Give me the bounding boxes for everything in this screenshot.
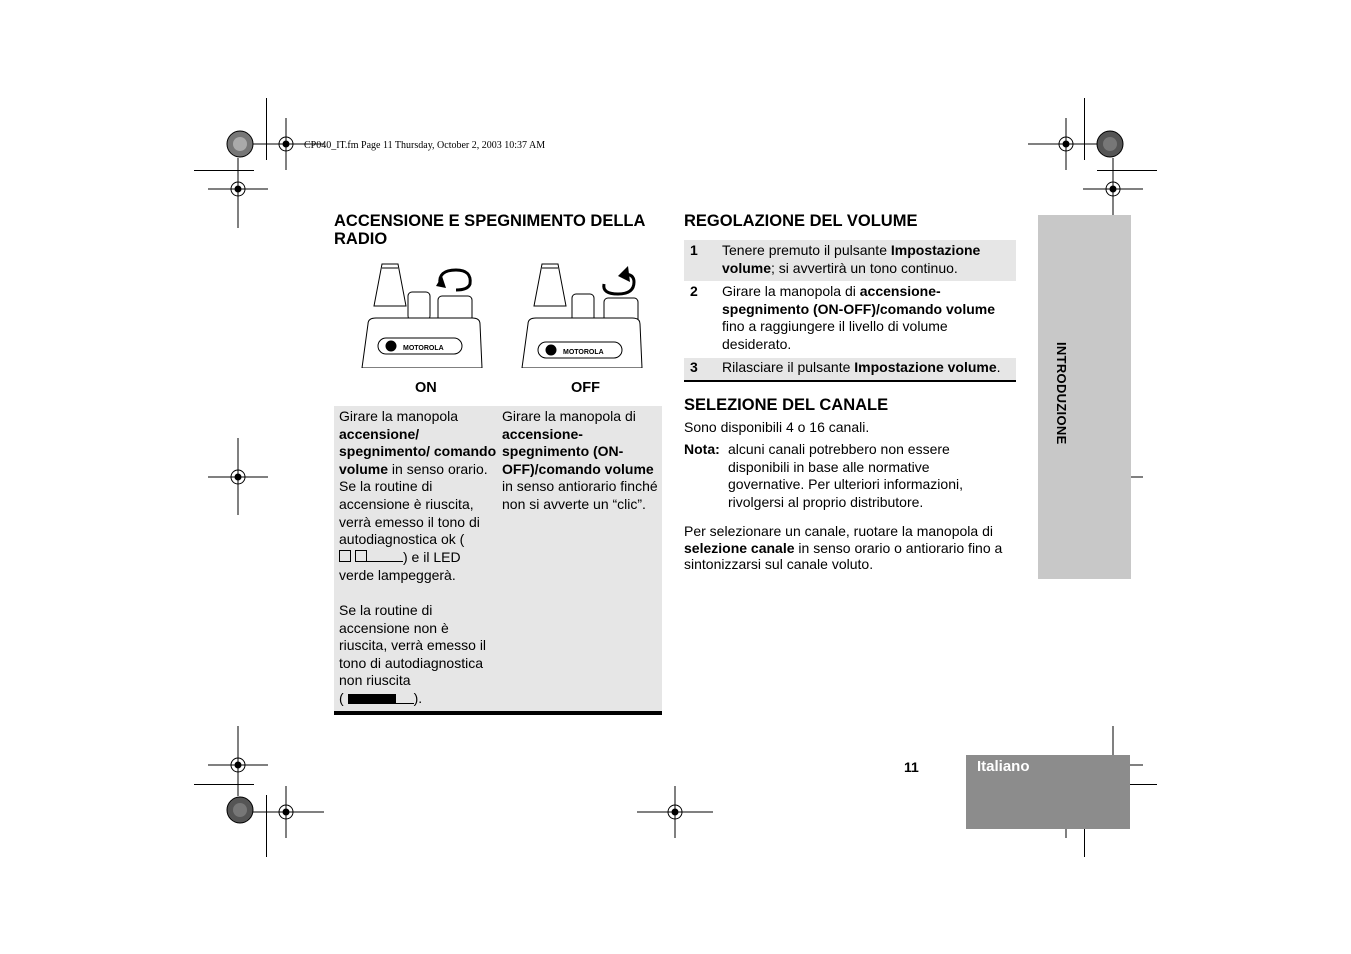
tone-fail-icon bbox=[348, 691, 414, 709]
volume-step: 1 Tenere premuto il pulsante Impostazione volume; si avvertirà un tono continuo. bbox=[684, 240, 1016, 281]
channel-select-instructions: Per selezionare un canale, ruotare la manopola di selezione canale in senso orario o antiorario fino a sintonizzarsi sul canale voluto. bbox=[684, 523, 1003, 572]
crosshair-icon bbox=[248, 786, 324, 838]
crosshair-icon bbox=[208, 438, 268, 515]
label-off: OFF bbox=[571, 380, 600, 396]
brand-label: MOTOROLA bbox=[403, 345, 444, 352]
radio-on-illustration bbox=[360, 260, 490, 368]
table-bottom-rule bbox=[334, 711, 662, 715]
section-heading-channel: SELEZIONE DEL CANALE bbox=[684, 396, 889, 414]
channel-note: Nota: alcuni canali potrebbero non essere disponibili in base alle normative governative. Per ulteriori informazioni, rivolgersi al proprio distributore. bbox=[684, 441, 963, 510]
section-heading-volume: REGOLAZIONE DEL VOLUME bbox=[684, 212, 918, 230]
page-number: 11 bbox=[904, 759, 919, 775]
off-instructions: Girare la manopola di accensione-spegnimento (ON-OFF)/comando volume in senso antiorario finché non si avverte un “clic”. bbox=[502, 408, 658, 512]
section-heading-power: ACCENSIONE E SPEGNIMENTO DELLA RADIO bbox=[334, 212, 645, 248]
side-tab-label: INTRODUZIONE bbox=[1054, 342, 1069, 445]
label-on: ON bbox=[415, 380, 437, 396]
color-wheel-icon bbox=[227, 797, 253, 823]
tone-ok-icon bbox=[339, 549, 403, 567]
radio-off-illustration bbox=[520, 260, 650, 368]
volume-step: 3 Rilasciare il pulsante Impostazione volume. bbox=[684, 358, 1016, 382]
crosshair-icon bbox=[637, 786, 713, 838]
crosshair-icon bbox=[208, 158, 268, 228]
side-tab bbox=[1038, 215, 1131, 579]
crosshair-icon bbox=[208, 726, 268, 796]
crosshair-icon bbox=[1028, 118, 1104, 170]
language-label: Italiano bbox=[977, 758, 1030, 775]
volume-step: 2 Girare la manopola di accensione-spegnimento (ON-OFF)/comando volume fino a raggiungere il livello di volume desiderato. bbox=[690, 283, 996, 352]
note-label: Nota: bbox=[684, 441, 720, 457]
channel-intro: Sono disponibili 4 o 16 canali. bbox=[684, 419, 870, 435]
color-wheel-icon bbox=[227, 131, 253, 157]
rotate-counterclockwise-icon bbox=[604, 274, 634, 294]
on-instructions: Girare la manopola accensione/ spegnimento/ comando volume in senso orario. Se la routine di accensione è riuscita, verrà emesso il tono di autodiagnostica ok ( ) e il LED verde lampeggerà. Se la routine di accensione non è riuscita, verrà emesso il tono di autodiagnostica non riuscita ( ). bbox=[339, 408, 497, 708]
color-wheel-icon bbox=[1097, 131, 1123, 157]
brand-label: MOTOROLA bbox=[563, 349, 604, 356]
file-info-header: CP040_IT.fm Page 11 Thursday, October 2, 2003 10:37 AM bbox=[304, 140, 546, 151]
